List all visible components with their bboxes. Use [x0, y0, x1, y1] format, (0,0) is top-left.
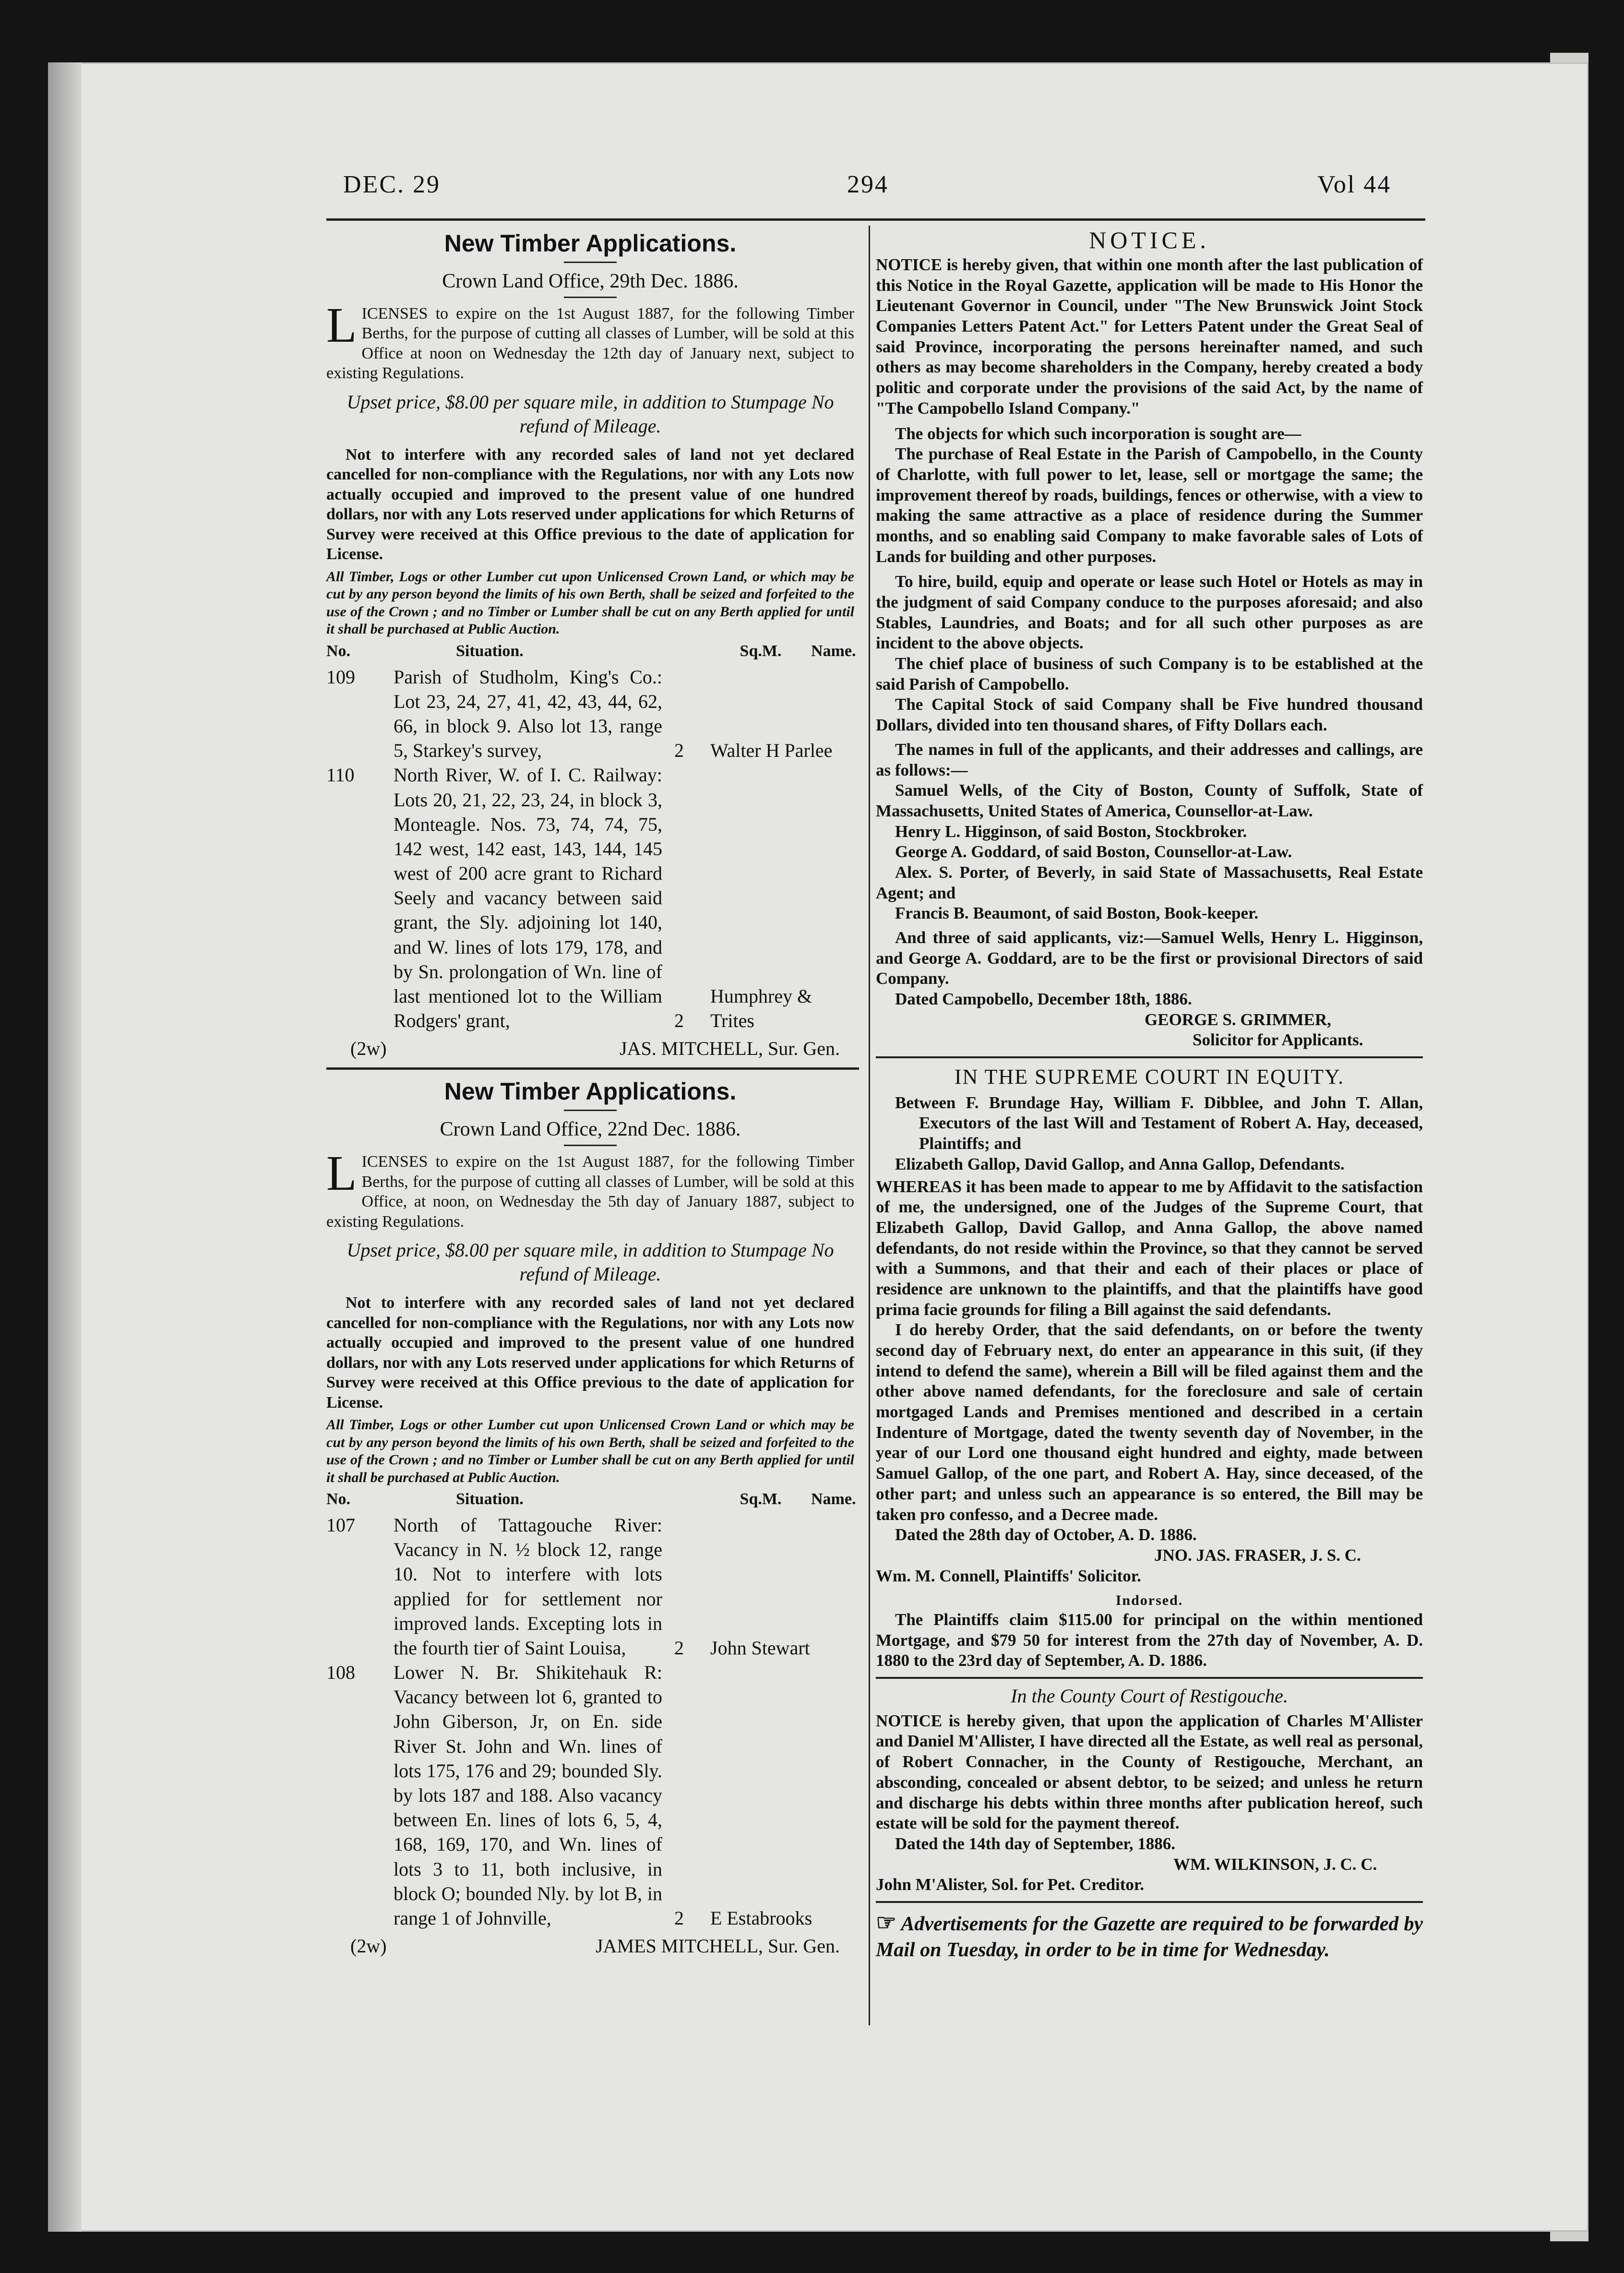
- notice-title: NOTICE.: [1089, 227, 1210, 253]
- row-name: Walter H Parlee: [710, 740, 833, 762]
- drop-cap: L: [326, 1146, 357, 1201]
- row-no: 109: [326, 666, 355, 688]
- col-name: Name.: [811, 1490, 856, 1508]
- notice-para: The objects for which such incorporation is sought are—: [895, 424, 1302, 443]
- row-situation: Lower N. Br. Shikitehauk R: Vacancy between lot 6, granted to John Giberson, Jr, on En. side River St. John and Wn. lines of lots 175, 176 and 29; bounded Sly. by lots 187 and 188. Also vacancy between En. lines of lots 6, 5, 4, 168, 169, 170, and Wn. lines of lots 3 to 11, both inclusive, in block O; bounded Nly. by lot B, in range 1 of Johnville,: [394, 1662, 662, 1929]
- notice-para: The names in full of the applicants, and their addresses and callings, are as follows:—: [876, 740, 1423, 779]
- indorsed-text: The Plaintiffs claim $115.00 for principal on the within mentioned Mortgage, and $79 50 for interest from the 27th day of November, A. D. 1880 to the 23rd day of September, A. D. 1886.: [876, 1610, 1423, 1670]
- col-situation: Situation.: [456, 1490, 524, 1508]
- equity-court-notice: [876, 1064, 1423, 1671]
- row-no: 108: [326, 1662, 355, 1684]
- notice-signer: GEORGE S. GRIMMER,: [1145, 1010, 1331, 1029]
- signature-line: [326, 1037, 854, 1061]
- row-sqm: 2: [674, 1010, 684, 1032]
- office-line: Crown Land Office, 22nd Dec. 1886.: [440, 1118, 741, 1140]
- county-judge: WM. WILKINSON, J. C. C.: [1173, 1854, 1377, 1874]
- row-name: E Estabrooks: [710, 1907, 812, 1929]
- court-parties: Between F. Brundage Hay, William F. Dibblee, and John T. Allan, Executors of the last Will and Testament of Robert A. Hay, deceased, Plaintiffs; and: [895, 1093, 1423, 1153]
- court-solicitor: Wm. M. Connell, Plaintiffs' Solicitor.: [876, 1566, 1141, 1585]
- section-rule: [876, 1056, 1423, 1058]
- advertisement-text: Advertisements for the Gazette are required to be forwarded by Mail on Tuesday, in order to be in time for Wednesday.: [876, 1913, 1423, 1961]
- court-title: IN THE SUPREME COURT IN EQUITY.: [954, 1065, 1345, 1089]
- insertion-mark: (2w): [350, 1935, 387, 1957]
- notice-title: New Timber Applications.: [444, 1078, 737, 1105]
- notice-para: The purchase of Real Estate in the Parish of Campobello, in the County of Charlotte, with full power to let, lease, sell or mortgage the same; the improvement thereof by roads, buildings, fences or otherwise, with a view to making the same attractive as a place of residence during the Summer months, and so enabling said Company to make favorable sales of Lots of Lands for building and other purposes.: [876, 444, 1423, 566]
- col-sqm: Sq.M.: [740, 1490, 782, 1508]
- court-judge: JNO. JAS. FRASER, J. S. C.: [1154, 1545, 1361, 1565]
- county-para: NOTICE is hereby given, that upon the application of Charles M'Allister and Daniel M'Allister, I have directed all the Estate, as well real as personal, of Robert Connacher, in the County of Restigouche, Merchant, an absconding, concealed or absent debtor, to be seized; and unless he return and discharge his debts within three months after publication hereof, such estate will be sold for the payment thereof.: [876, 1711, 1423, 1833]
- indorsed-label: Indorsed.: [1115, 1592, 1183, 1609]
- terms-text: Not to interfere with any recorded sales of land not yet declared cancelled for non-compliance with the Regulations, nor with any Lots now actually occupied and improved to the present value of one hundred dollars, nor with any Lots reserved under applications for which Returns of Survey were received at this Office previous to the date of application for License.: [326, 1294, 854, 1412]
- incorporation-notice: [876, 226, 1423, 1051]
- section-rule: [876, 1901, 1423, 1903]
- pointing-hand-icon: ☞: [876, 1910, 897, 1936]
- terms-text: Not to interfere with any recorded sales of land not yet declared cancelled for non-compliance with the Regulations, nor with any Lots now actually occupied and improved to the present value of one hundred dollars, nor with any Lots reserved under applications for which Returns of Survey were received at this Office previous to the date of application for License.: [326, 445, 854, 563]
- advertisement-note: [876, 1909, 1423, 1963]
- applicant: Alex. S. Porter, of Beverly, in said State of Massachusetts, Real Estate Agent; and: [876, 862, 1423, 902]
- upset-price: Upset price, $8.00 per square mile, in addition to Stumpage No refund of Mileage.: [346, 1239, 834, 1285]
- row-name: Humphrey & Trites: [710, 985, 812, 1032]
- issue-date: DEC. 29: [343, 171, 441, 198]
- office-dash: [564, 1145, 617, 1146]
- notice-signer-title: Solicitor for Applicants.: [1193, 1030, 1363, 1050]
- title-dash: [564, 1110, 617, 1111]
- court-parties: Elizabeth Gallop, David Gallop, and Anna Gallop, Defendants.: [895, 1154, 1345, 1173]
- row-no: 107: [326, 1514, 355, 1536]
- row-situation: North of Tattagouche River: Vacancy in N. ½ block 12, range 10. Not to interfere with lots applied for for settlement nor improved lands. Excepting lots in the fourth tier of Saint Louisa,: [394, 1514, 662, 1659]
- row-name: John Stewart: [710, 1637, 810, 1659]
- applicant: Samuel Wells, of the City of Boston, County of Suffolk, State of Massachusetts, United States of America, Counsellor-at-Law.: [876, 781, 1423, 820]
- court-dated: Dated the 28th day of October, A. D. 1886.: [895, 1525, 1197, 1544]
- intro-text: ICENSES to expire on the 1st August 1887, for the following Timber Berths, for the purpose of cutting all classes of Lumber, will be sold at this Office at noon on Wednesday the 12th day of January next, subject to existing Regulations.: [326, 305, 854, 383]
- court-para: I do hereby Order, that the said defendants, on or before the twenty second day of February next, do enter an appearance in this suit, (if they intend to defend the same), wherein a Bill will be filed against them and the other above named defendants, for the foreclosure and sale of certain mortgaged Lands and Premises mentioned and described in a certain Indenture of Mortgage, dated the twenty seventh day of November, in the year of our Lord one thousand eight hundred and eighty, made between Samuel Gallop, of the one part, and Robert A. Hay, since deceased, of the other part; and unless such an appearance is so entered, the Bill may be taken pro confesso, and a Decree made.: [876, 1320, 1423, 1524]
- intro-text: ICENSES to expire on the 1st August 1887, for the following Timber Berths, for the purpose of cutting all classes of Lumber, will be sold at this Office, at noon, on Wednesday the 5th day of January 1887, subject to existing Regulations.: [326, 1153, 854, 1231]
- timber-notice-2: [326, 1077, 854, 1958]
- table-row: [326, 665, 854, 763]
- notice-para: NOTICE is hereby given, that within one month after the last publication of this Notice in the Royal Gazette, application will be made to His Honor the Lieutenant Governor in Council, under "The New Brunswick Joint Stock Companies Letters Patent Act." for Letters Patent under the Great Seal of said Province, incorporating the persons hereinafter named, and such others as may become shareholders in the Company, hereby created a body politic and corporate under the provisions of the said Act, by the name of "The Campobello Island Company.": [876, 255, 1423, 418]
- row-sqm: 2: [674, 740, 684, 762]
- county-title: In the County Court of Restigouche.: [1011, 1685, 1288, 1707]
- county-court-notice: [876, 1685, 1423, 1895]
- title-dash: [564, 262, 617, 263]
- county-dated: Dated the 14th day of September, 1886.: [895, 1834, 1175, 1853]
- left-column: [326, 226, 854, 1958]
- col-name: Name.: [811, 642, 856, 660]
- insertion-mark: (2w): [350, 1038, 387, 1060]
- row-sqm: 2: [674, 1907, 684, 1929]
- section-rule: [326, 1067, 859, 1070]
- col-no: No.: [326, 1490, 351, 1508]
- table-header: [326, 641, 854, 662]
- drop-cap: L: [326, 298, 357, 353]
- table-header: [326, 1489, 854, 1510]
- notice-dated: Dated Campobello, December 18th, 1886.: [895, 990, 1192, 1009]
- page-number: 294: [847, 171, 889, 198]
- col-sqm: Sq.M.: [740, 642, 782, 660]
- col-situation: Situation.: [456, 642, 524, 660]
- table-row: [326, 1660, 854, 1930]
- volume-number: Vol 44: [1317, 171, 1392, 198]
- office-dash: [564, 297, 617, 298]
- court-para: WHEREAS it has been made to appear to me by Affidavit to the satisfaction of me, the undersigned, one of the Judges of the Supreme Court, that Elizabeth Gallop, David Gallop, and Anna Gallop, the above named defendants, do not reside within the Province, so that they cannot be served with a Summons, and that their and each of their places or place of residence are unknown to the plaintiffs, and that the plaintiffs have good prima facie grounds for filing a Bill against the said defendants.: [876, 1177, 1423, 1319]
- signature-line: [326, 1934, 854, 1958]
- county-solicitor: John M'Alister, Sol. for Pet. Creditor.: [876, 1875, 1144, 1894]
- office-line: Crown Land Office, 29th Dec. 1886.: [442, 270, 739, 292]
- timber-notice-1: [326, 228, 854, 1061]
- notice-title: New Timber Applications.: [444, 230, 737, 257]
- page-gutter: [48, 62, 82, 2232]
- warning-text: All Timber, Logs or other Lumber cut upon Unlicensed Crown Land, or which may be cut by any person beyond the limits of his own Berth, shall be seized and forfeited to the use of the Crown ; and no Timber or Lumber shall be cut on any Berth applied for until it shall be purchased at Public Auction.: [326, 568, 854, 637]
- upset-price: Upset price, $8.00 per square mile, in addition to Stumpage No refund of Mileage.: [346, 391, 834, 437]
- applicant: Francis B. Beaumont, of said Boston, Book-keeper.: [895, 904, 1259, 923]
- col-no: No.: [326, 642, 351, 660]
- row-situation: Parish of Studholm, King's Co.: Lot 23, 24, 27, 41, 42, 43, 44, 62, 66, in block 9. Also lot 13, range 5, Starkey's survey,: [394, 666, 662, 762]
- section-rule: [876, 1677, 1423, 1679]
- notice-para: The Capital Stock of said Company shall be Five hundred thousand Dollars, divided into ten thousand shares, of Fifty Dollars each.: [876, 695, 1423, 735]
- applicant: George A. Goddard, of said Boston, Counsellor-at-Law.: [895, 842, 1292, 861]
- signature: JAMES MITCHELL, Sur. Gen.: [596, 1935, 840, 1957]
- notice-para: The chief place of business of such Company is to be established at the said Parish of Campobello.: [876, 654, 1423, 694]
- applicant: Henry L. Higginson, of said Boston, Stockbroker.: [895, 822, 1247, 841]
- notice-para: To hire, build, equip and operate or lease such Hotel or Hotels as may in the judgment of said Company conduce to the purposes aforesaid; and also Stables, Laundries, and Boats; and for all such other purposes as are incident to the above objects.: [876, 572, 1423, 653]
- header-rule: [326, 218, 1425, 221]
- table-row: [326, 1513, 854, 1660]
- notice-para: And three of said applicants, viz:—Samuel Wells, Henry L. Higginson, and George A. Goddard, are to be the first or provisional Directors of said Company.: [876, 928, 1423, 988]
- column-divider: [869, 226, 870, 2025]
- signature: JAS. MITCHELL, Sur. Gen.: [620, 1038, 840, 1060]
- row-sqm: 2: [674, 1637, 684, 1659]
- right-column: [876, 226, 1423, 1962]
- table-row: [326, 763, 854, 1033]
- warning-text: All Timber, Logs or other Lumber cut upon Unlicensed Crown Land or which may be cut by any person beyond the limits of his own Berth, shall be seized and forfeited to the use of the Crown ; and no Timber or Lumber shall be cut on any Berth applied for until it shall be purchased at Public Auction.: [326, 1417, 854, 1485]
- row-no: 110: [326, 764, 355, 786]
- row-situation: North River, W. of I. C. Railway: Lots 20, 21, 22, 23, 24, in block 3, Monteagle. Nos. 73, 74, 74, 75, 142 west, 142 east, 143, 144, 145 west of 200 acre grant to Richard Seely and vacancy between said grant, the Sly. adjoining lot 140, and W. lines of lots 179, 178, and by Sn. prolongation of Wn. line of last mentioned lot to the William Rodgers' grant,: [394, 764, 662, 1032]
